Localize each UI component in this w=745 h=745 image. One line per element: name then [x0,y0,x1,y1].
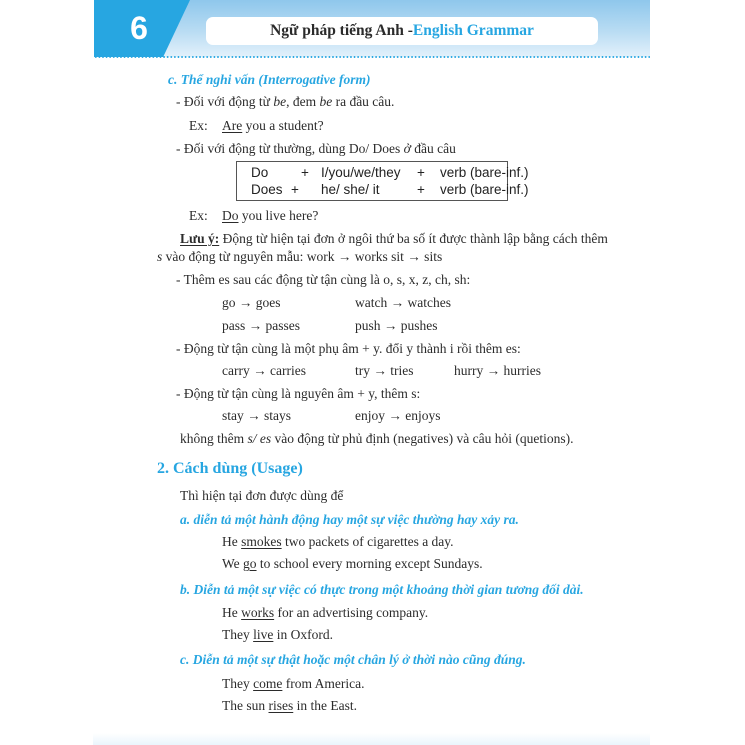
text: ra đầu câu. [332,94,395,109]
usage-example [222,626,333,644]
y-rule: - Động từ tận cùng là một phụ âm + y. đổi y thành i rồi thêm es: [176,341,521,356]
underlined-word: come [253,676,283,691]
text: in the East. [293,698,357,713]
es-rule: - Thêm es sau các động từ tận cùng là o, s, x, z, ch, sh: [176,272,471,287]
text: s [157,249,163,264]
underlined-word: Are [222,118,243,133]
text: you live here? [238,208,319,223]
underlined-word: live [253,627,274,642]
es-example: pass → passes [222,318,300,333]
example-be-sentence [222,117,324,135]
underlined-word: go [243,556,257,571]
usage-heading-a: a. diễn tả một hành động hay một sự việc thường hay xảy ra. [180,512,519,527]
usage-example [222,675,364,693]
formula-plus: + [301,165,309,180]
example-label: Ex: [189,118,208,133]
vowel-y-example: stay → stays [222,408,291,423]
formula-row-do [251,164,529,181]
es-example: watch → watches [355,295,451,310]
underlined-word: rises [268,698,294,713]
example-do [189,207,208,225]
usage-example [222,533,454,551]
underlined-word: works [241,605,275,620]
text: to school every morning except Sundays. [256,556,483,571]
title-main: Ngữ pháp tiếng Anh - [270,22,413,39]
note-label: Lưu ý: [180,231,220,246]
y-example: try → tries [355,363,414,378]
text: ở [403,141,411,156]
formula-plus: + [417,165,425,180]
usage-example [222,555,483,573]
text: không thêm [180,431,248,446]
example-do-sentence [222,207,318,225]
title-accent: English Grammar [412,22,534,39]
usage-example [222,604,428,622]
text: , đem [286,94,320,109]
formula-subject: he/ she/ it [321,182,380,197]
formula-aux: Do [251,165,269,180]
text: two packets of cigarettes a day. [281,534,454,549]
usage-heading-b: b. Diễn tả một sự việc có thực trong một khoảng thời gian tương đối dài. [180,582,584,597]
formula-row-does [251,181,529,198]
vowel-y-example: enjoy → enjoys [355,408,441,423]
text: s/ es [247,431,272,446]
text: We [222,556,244,571]
text: Động từ hiện tại đơn ở ngôi thứ ba số ít được thành lập bằng cách thêm [219,231,608,246]
text: - Đối với động từ [176,94,274,109]
text: be [273,94,287,109]
text: The sun [222,698,269,713]
y-example: carry → carries [222,363,306,378]
text: - Đối với động từ thường, dùng Do/ Does [176,141,404,156]
text: you a student? [242,118,324,133]
formula-verb: verb (bare-inf.) [440,165,529,180]
be-rule [176,93,394,111]
interrogative-heading: c. Thể nghi vấn (Interrogative form) [168,72,371,87]
page-title [206,17,598,45]
header-divider [94,56,650,58]
es-example: go → goes [222,295,281,310]
text: for an advertising company. [274,605,429,620]
chapter-number: 6 [130,10,148,46]
text: They [222,627,254,642]
formula-aux: Does [251,182,283,197]
text: They [222,676,254,691]
note-line-2 [157,248,442,266]
text: He [222,534,242,549]
vowel-y-rule: - Động từ tận cùng là nguyên âm + y, thêm s: [176,386,421,401]
text: vào động từ phủ định (negatives) và câu hỏi (quetions). [271,431,574,446]
text: be [319,94,333,109]
y-example: hurry → hurries [454,363,541,378]
note-line-1 [180,230,608,248]
usage-intro: Thì hiện tại đơn được dùng để [180,488,344,503]
usage-heading-c: c. Diễn tả một sự thật hoặc một chân lý ở thời nào cũng đúng. [180,652,526,667]
text: He [222,605,242,620]
negatives-note [180,430,574,448]
usage-example [222,697,357,715]
example-label: Ex: [189,208,208,223]
formula-plus: + [417,182,425,197]
text: from America. [282,676,365,691]
ordinary-verb-rule [176,140,456,158]
underlined-word: smokes [241,534,282,549]
text: vào động từ nguyên mẫu: work → works sit → sits [162,249,443,264]
example-be [189,117,208,135]
formula-subject: I/you/we/they [321,165,401,180]
usage-section-title: 2. Cách dùng (Usage) [157,460,303,477]
formula-plus: + [291,182,299,197]
text: đầu câu [410,141,456,156]
footer-strip [93,733,650,745]
formula-verb: verb (bare-inf.) [440,182,529,197]
es-example: push → pushes [355,318,438,333]
text: in Oxford. [273,627,333,642]
formula-box [236,161,529,201]
underlined-word: Do [222,208,239,223]
